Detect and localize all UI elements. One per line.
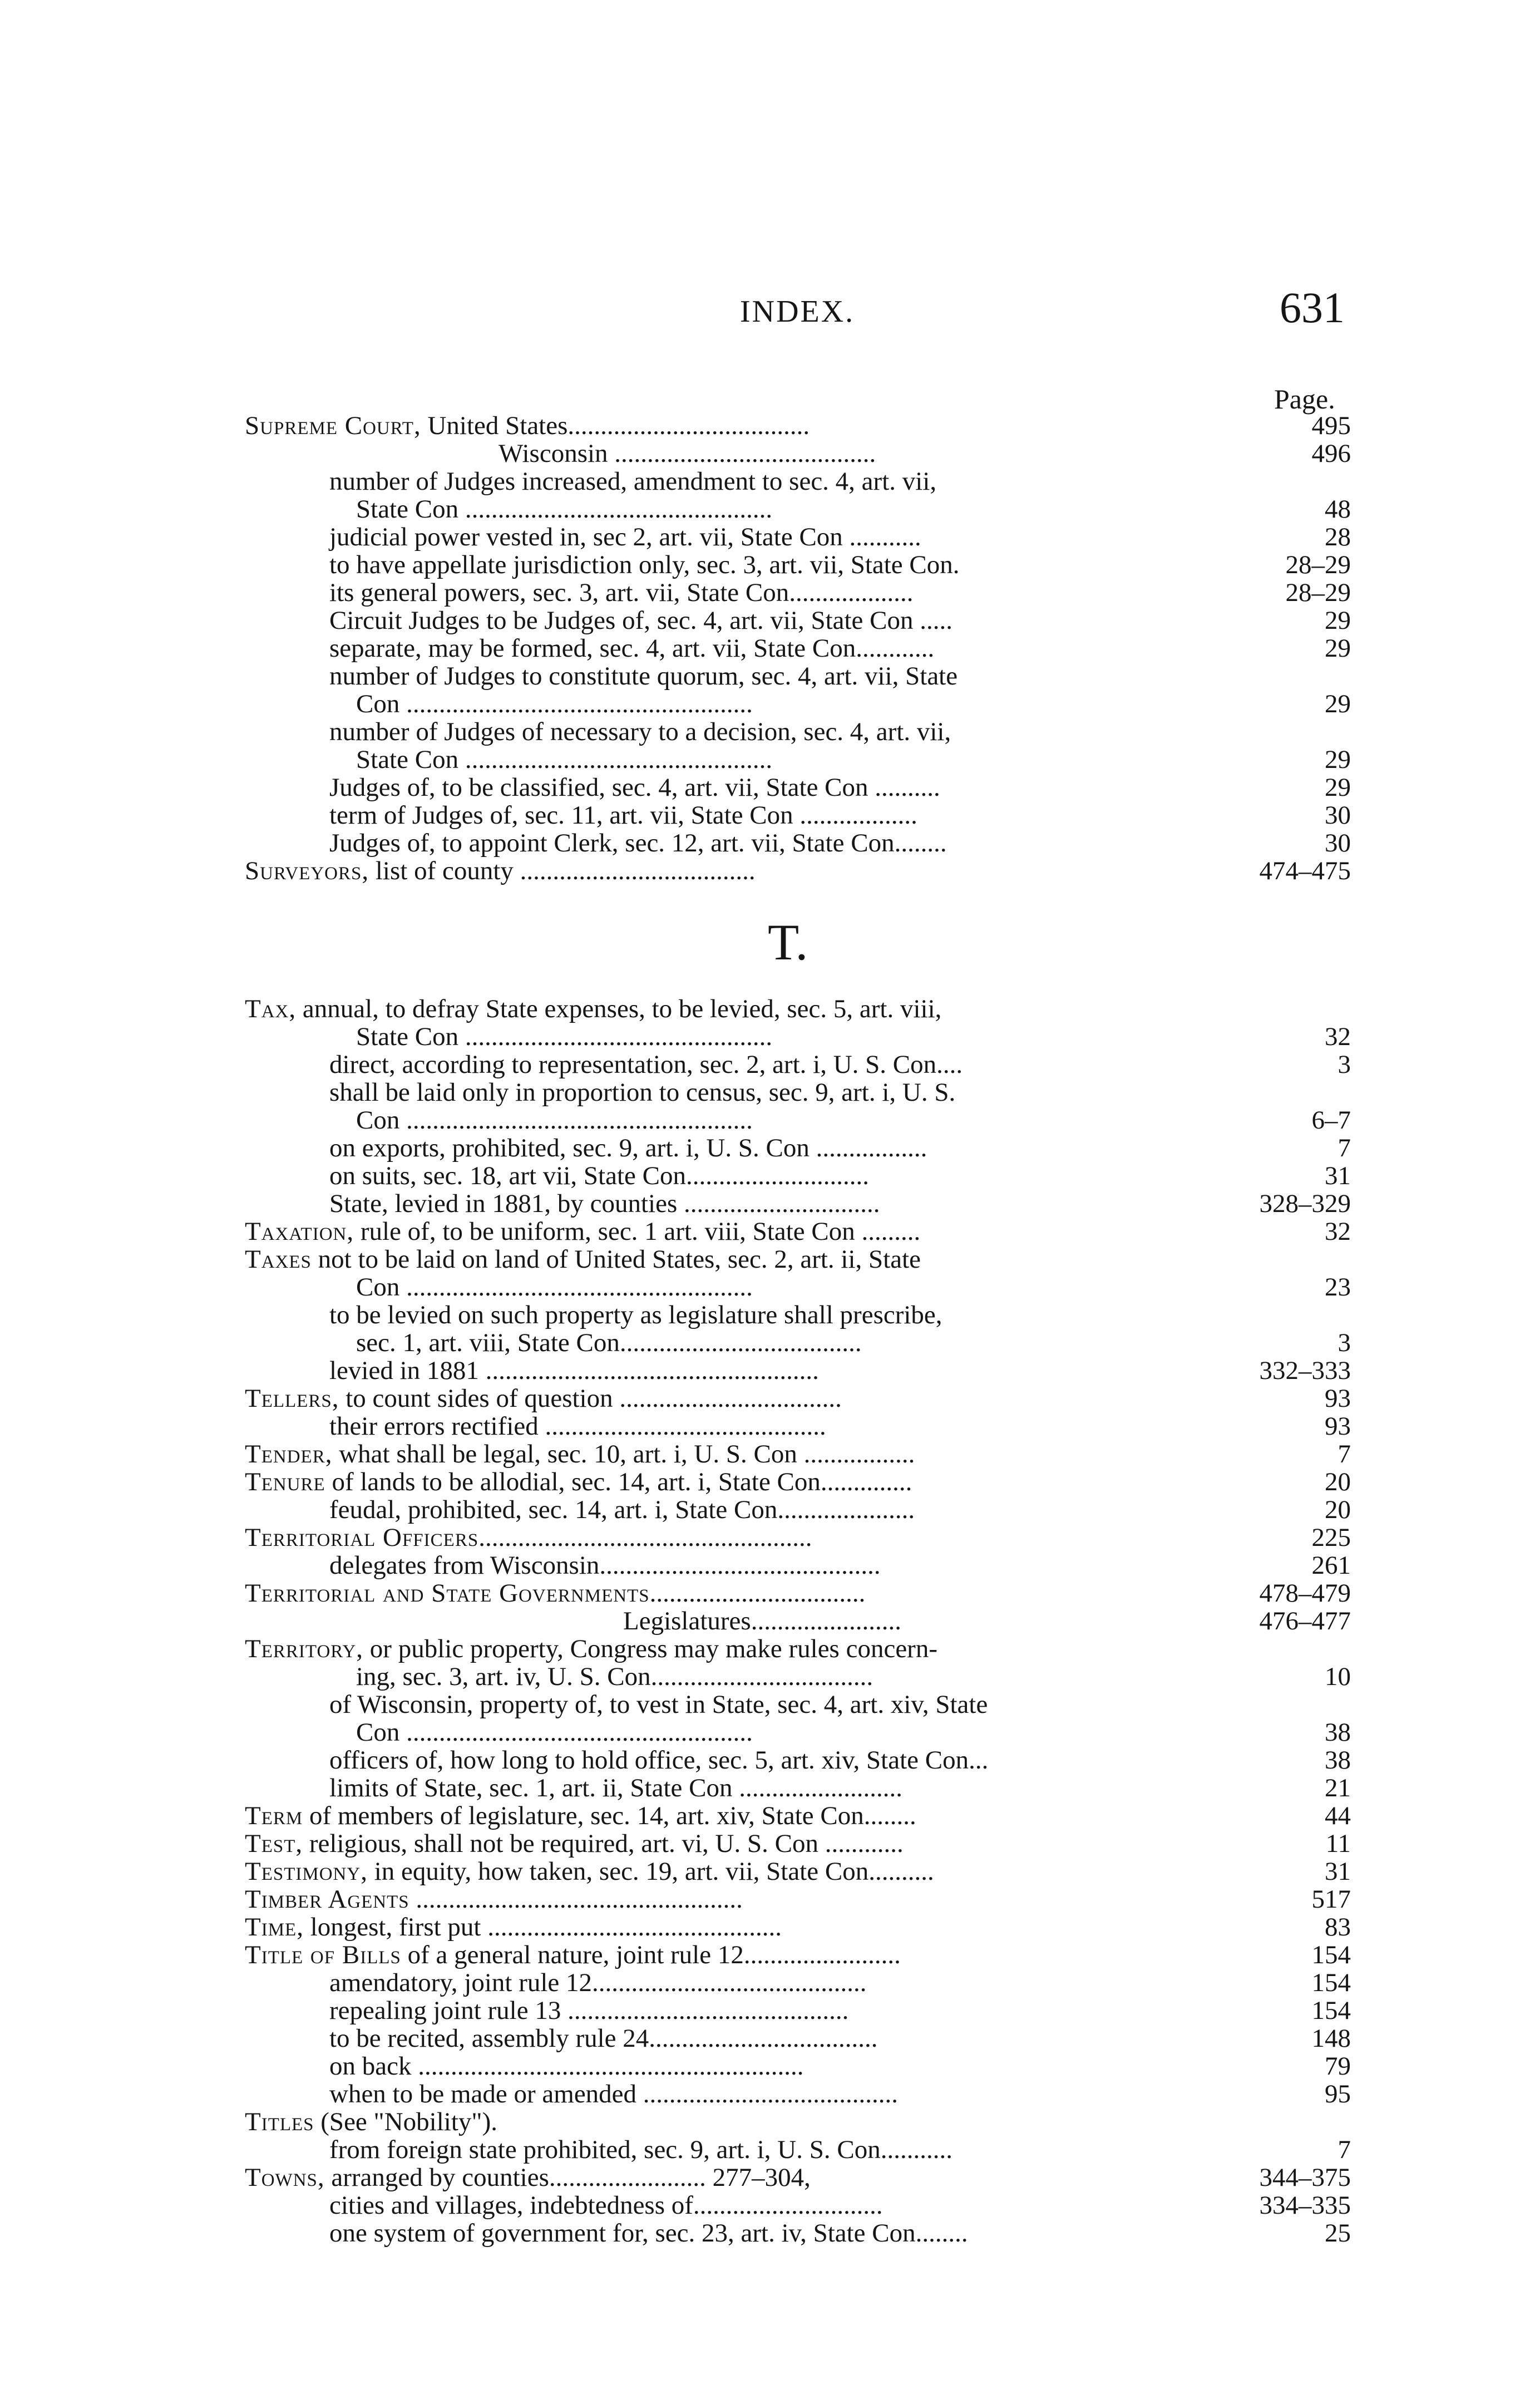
entry-text — [329, 2191, 883, 2219]
entry-text — [245, 857, 756, 885]
entry-page-ref: 3 — [1337, 1050, 1351, 1079]
entry-page-ref: 83 — [1325, 1913, 1351, 1942]
entry-page-ref: 10 — [1325, 1662, 1351, 1691]
entry-text — [245, 1913, 782, 1941]
entry-heading: Tax, — [245, 994, 297, 1023]
entry-text — [245, 1802, 916, 1830]
index-entry — [329, 607, 1351, 634]
entry-description: Wisconsin ........................................ — [498, 439, 876, 468]
entry-description: ................................................... — [478, 1523, 812, 1552]
entry-heading: Supreme Court, — [245, 411, 421, 440]
entry-description: their errors rectified ........................................... — [329, 1412, 826, 1441]
entry-heading: Term — [245, 1801, 303, 1830]
index-entry — [245, 2164, 1351, 2191]
entry-text — [356, 1023, 772, 1051]
index-entry — [245, 412, 1351, 440]
entry-heading: Taxation, — [245, 1217, 354, 1246]
entry-heading: Territory, — [245, 1634, 364, 1663]
entry-description: sec. 1, art. viii, State Con..................................... — [356, 1328, 862, 1357]
index-entry — [329, 1746, 1351, 1774]
page-column-label: Page. — [1274, 383, 1335, 415]
entry-text — [245, 2164, 811, 2191]
entry-description: rule of, to be uniform, sec. 1 art. viii, State Con ......... — [354, 1217, 921, 1246]
entry-text — [498, 440, 876, 467]
entry-page-ref: 29 — [1325, 606, 1351, 635]
index-entry — [329, 662, 1351, 690]
entry-text — [329, 551, 960, 579]
entry-page-ref: 20 — [1325, 1467, 1351, 1496]
entry-description: feudal, prohibited, sec. 14, art. i, State Con..................... — [329, 1495, 915, 1524]
entry-page-ref: 23 — [1325, 1273, 1351, 1302]
entry-description: Circuit Judges to be Judges of, sec. 4, art. vii, State Con ..... — [329, 606, 953, 635]
index-entry — [329, 467, 1351, 495]
entry-description: on exports, prohibited, sec. 9, art. i, U. S. Con ................. — [329, 1134, 927, 1162]
index-entry — [329, 2080, 1351, 2108]
entry-description: Judges of, to be classified, sec. 4, art. vii, State Con .......... — [329, 773, 940, 802]
entry-page-ref: 328–329 — [1259, 1189, 1351, 1218]
index-entry — [245, 1440, 1351, 1468]
entry-text — [245, 1941, 901, 1969]
entry-heading: Tenure — [245, 1467, 325, 1496]
entry-description: (See "Nobility"). — [314, 2107, 497, 2136]
entry-description: State Con ............................................... — [356, 495, 773, 524]
entry-page-ref: 495 — [1311, 411, 1351, 440]
entry-text — [329, 801, 917, 829]
entry-text — [356, 495, 772, 523]
entry-description: arranged by counties........................ 277–304, — [324, 2163, 811, 2192]
entry-text — [245, 1468, 912, 1496]
entry-description: when to be made or amended ....................................... — [329, 2080, 899, 2109]
entry-text — [329, 1134, 927, 1162]
entry-page-ref: 31 — [1325, 1161, 1351, 1190]
entry-description: delegates from Wisconsin........................................... — [329, 1551, 881, 1580]
entry-description: Con ..................................................... — [356, 1273, 753, 1302]
entry-description: State Con ............................................... — [356, 745, 773, 774]
entry-text — [329, 1496, 915, 1524]
index-entry — [329, 2219, 1351, 2247]
entry-description: direct, according to representation, sec. 2, art. i, U. S. Con.... — [329, 1050, 963, 1079]
entry-heading: Testimony, — [245, 1857, 368, 1886]
entry-description: on suits, sec. 18, art vii, State Con............................ — [329, 1161, 869, 1190]
entry-text — [245, 1524, 812, 1551]
entry-description: annual, to defray State expenses, to be levied, sec. 5, art. viii, — [296, 994, 942, 1023]
index-entry — [245, 2108, 1351, 2136]
entry-page-ref: 25 — [1325, 2219, 1351, 2248]
entry-heading: Timber Agents — [245, 1885, 409, 1914]
index-entry — [356, 1273, 1351, 1301]
entry-text — [356, 1273, 753, 1301]
entry-page-ref: 154 — [1311, 1940, 1351, 1969]
entry-text — [245, 1885, 743, 1913]
entry-text — [329, 1190, 880, 1218]
index-entry — [329, 1357, 1351, 1385]
entry-description: shall be laid only in proportion to census, sec. 9, art. i, U. S. — [329, 1078, 956, 1107]
page-header-title: INDEX. — [740, 294, 855, 329]
entry-text — [329, 1051, 962, 1078]
entry-text — [245, 412, 810, 440]
entry-heading: Time, — [245, 1913, 304, 1942]
entry-description: levied in 1881 ................................................... — [329, 1356, 819, 1385]
entry-text — [329, 2052, 803, 2080]
index-entry — [245, 1579, 1351, 1607]
index-entry — [329, 634, 1351, 662]
entry-page-ref: 7 — [1337, 1440, 1351, 1469]
index-entry — [245, 1913, 1351, 1941]
entry-description: of Wisconsin, property of, to vest in State, sec. 4, art. xiv, State — [329, 1690, 988, 1719]
entry-text — [329, 1551, 881, 1579]
index-entry — [329, 1551, 1351, 1579]
entry-text — [329, 829, 947, 857]
entry-text — [329, 718, 951, 746]
entry-text — [245, 995, 941, 1023]
entry-description: number of Judges to constitute quorum, sec. 4, art. vii, State — [329, 662, 958, 691]
entry-text — [329, 1997, 848, 2024]
entry-page-ref: 334–335 — [1259, 2191, 1351, 2220]
entry-text — [329, 2024, 878, 2052]
index-entry — [329, 1969, 1351, 1997]
entry-text — [356, 1106, 753, 1134]
entry-description: of a general nature, joint rule 12........................ — [401, 1940, 901, 1969]
entry-page-ref: 3 — [1337, 1328, 1351, 1357]
index-entry — [245, 857, 1351, 885]
index-entry — [356, 1023, 1351, 1051]
entry-description: term of Judges of, sec. 11, art. vii, State Con .................. — [329, 801, 917, 830]
entry-page-ref: 79 — [1325, 2052, 1351, 2081]
index-entry — [329, 1134, 1351, 1162]
entry-heading: Taxes — [245, 1245, 312, 1274]
entry-text — [329, 607, 952, 634]
entry-text — [356, 1718, 753, 1746]
entry-description: to be levied on such property as legislature shall prescribe, — [329, 1300, 942, 1329]
entry-description: religious, shall not be required, art. vi, U. S. Con ............ — [303, 1829, 904, 1858]
entry-text — [329, 1078, 955, 1106]
entry-heading: Territorial Officers — [245, 1523, 479, 1552]
index-entry — [245, 1245, 1351, 1273]
entry-description: number of Judges of necessary to a decision, sec. 4, art. vii, — [329, 717, 951, 746]
entry-text — [329, 2136, 952, 2164]
entry-page-ref: 154 — [1311, 1968, 1351, 1997]
entry-page-ref: 496 — [1311, 439, 1351, 468]
index-entry — [356, 1718, 1351, 1746]
entry-page-ref: 48 — [1325, 495, 1351, 524]
index-entry — [329, 1691, 1351, 1718]
entry-description: Legislatures....................... — [623, 1607, 901, 1635]
entry-description: to be recited, assembly rule 24................................... — [329, 2024, 878, 2053]
entry-heading: Towns, — [245, 2163, 325, 2192]
index-entry — [245, 1830, 1351, 1858]
entry-description: limits of State, sec. 1, art. ii, State Con ......................... — [329, 1774, 902, 1802]
entry-heading: Test, — [245, 1829, 303, 1858]
entry-text — [329, 2219, 968, 2247]
index-entry — [356, 1663, 1351, 1691]
index-entry — [498, 440, 1351, 467]
entry-page-ref: 32 — [1325, 1217, 1351, 1246]
entry-description: in equity, how taken, sec. 19, art. vii, State Con.......... — [367, 1857, 934, 1886]
entry-description: of lands to be allodial, sec. 14, art. i, State Con.............. — [325, 1467, 912, 1496]
index-entry — [329, 1190, 1351, 1218]
entry-heading: Territorial and State Governments — [245, 1579, 650, 1608]
entry-text — [245, 1579, 865, 1607]
index-entry — [329, 829, 1351, 857]
index-entry — [329, 523, 1351, 551]
index-entry — [329, 1997, 1351, 2024]
entry-description: State, levied in 1881, by counties .............................. — [329, 1189, 880, 1218]
index-entry — [245, 1802, 1351, 1830]
entry-page-ref: 30 — [1325, 829, 1351, 858]
entry-description: number of Judges increased, amendment to sec. 4, art. vii, — [329, 467, 937, 496]
entry-page-ref: 29 — [1325, 689, 1351, 718]
entry-text — [329, 774, 940, 801]
entry-page-ref: 478–479 — [1259, 1579, 1351, 1608]
entry-page-ref: 44 — [1325, 1801, 1351, 1830]
index-entry — [329, 774, 1351, 801]
entry-page-ref: 20 — [1325, 1495, 1351, 1524]
entry-description: .................................................. — [409, 1885, 743, 1914]
entry-description: to have appellate jurisdiction only, sec. 3, art. vii, State Con. — [329, 550, 960, 579]
entry-text — [356, 1329, 862, 1357]
entry-description: ing, sec. 3, art. iv, U. S. Con.................................. — [356, 1662, 873, 1691]
entry-page-ref: 7 — [1337, 2135, 1351, 2164]
index-entry — [329, 1774, 1351, 1802]
entry-text — [329, 2080, 898, 2108]
entry-text — [329, 579, 913, 607]
entry-description: repealing joint rule 13 ........................................... — [329, 1996, 849, 2025]
entry-description: what shall be legal, sec. 10, art. i, U. S. Con ................. — [332, 1440, 915, 1469]
index-entry — [329, 2024, 1351, 2052]
index-entry — [356, 1106, 1351, 1134]
index-entry — [356, 690, 1351, 718]
entry-page-ref: 31 — [1325, 1857, 1351, 1886]
index-entry — [245, 1941, 1351, 1969]
entry-text — [329, 467, 936, 495]
entry-description: officers of, how long to hold office, sec. 5, art. xiv, State Con... — [329, 1746, 989, 1775]
entry-heading: Title of Bills — [245, 1940, 401, 1969]
index-entry — [329, 1412, 1351, 1440]
entry-description: longest, first put ............................................. — [303, 1913, 782, 1942]
entry-description: of members of legislature, sec. 14, art. xiv, State Con........ — [303, 1801, 916, 1830]
entry-heading: Tellers, — [245, 1384, 339, 1413]
entry-page-ref: 93 — [1325, 1384, 1351, 1413]
index-entry — [245, 1635, 1351, 1663]
entry-text — [329, 1301, 942, 1329]
entry-page-ref: 95 — [1325, 2080, 1351, 2109]
index-entry — [329, 2191, 1351, 2219]
index-entry — [245, 1885, 1351, 1913]
entry-heading: Tender, — [245, 1440, 333, 1469]
entry-page-ref: 29 — [1325, 634, 1351, 663]
entry-description: list of county .................................... — [369, 856, 756, 885]
entry-text — [623, 1607, 901, 1635]
entry-page-ref: 6–7 — [1311, 1106, 1351, 1135]
entry-description: on back ........................................................... — [329, 2052, 804, 2081]
entry-text — [356, 690, 753, 718]
entry-text — [329, 1412, 826, 1440]
entry-heading: Surveyors, — [245, 856, 369, 885]
entry-page-ref: 29 — [1325, 773, 1351, 802]
entry-text — [245, 1440, 915, 1468]
entry-text — [329, 1969, 867, 1997]
entry-description: Con ..................................................... — [356, 1106, 753, 1135]
entry-page-ref: 332–333 — [1259, 1356, 1351, 1385]
entry-page-ref: 154 — [1311, 1996, 1351, 2025]
entry-text — [329, 1691, 988, 1718]
entry-description: United States..................................... — [421, 411, 810, 440]
index-entry — [356, 1329, 1351, 1357]
entry-text — [329, 662, 957, 690]
entry-page-ref: 29 — [1325, 745, 1351, 774]
entry-text — [356, 1663, 873, 1691]
index-entry — [356, 746, 1351, 774]
entry-description: or public property, Congress may make rules concern- — [363, 1634, 937, 1663]
entry-description: ................................. — [649, 1579, 866, 1608]
index-entry — [245, 1524, 1351, 1551]
entry-text — [329, 1357, 819, 1385]
entry-page-ref: 38 — [1325, 1746, 1351, 1775]
entry-description: from foreign state prohibited, sec. 9, art. i, U. S. Con........... — [329, 2135, 952, 2164]
entry-page-ref: 225 — [1311, 1523, 1351, 1552]
entry-description: its general powers, sec. 3, art. vii, State Con................... — [329, 578, 914, 607]
index-entry — [623, 1607, 1351, 1635]
index-entry — [245, 1468, 1351, 1496]
entry-description: not to be laid on land of United States, sec. 2, art. ii, State — [311, 1245, 921, 1274]
entry-text — [329, 634, 934, 662]
entry-text — [245, 1830, 904, 1858]
index-entry — [245, 1385, 1351, 1412]
entry-page-ref: 7 — [1337, 1134, 1351, 1162]
entry-description: to count sides of question .................................. — [339, 1384, 842, 1413]
entry-text — [245, 1385, 842, 1412]
entry-text — [329, 1774, 902, 1802]
index-entry — [245, 995, 1351, 1023]
entry-page-ref: 28–29 — [1285, 550, 1351, 579]
index-entry — [245, 1218, 1351, 1245]
entry-page-ref: 11 — [1325, 1829, 1351, 1858]
entry-page-ref: 93 — [1325, 1412, 1351, 1441]
entry-text — [245, 2108, 497, 2136]
entry-page-ref: 474–475 — [1259, 856, 1351, 885]
page-number: 631 — [1280, 283, 1345, 332]
index-entry — [329, 1496, 1351, 1524]
entry-description: Con ..................................................... — [356, 689, 753, 718]
entry-description: judicial power vested in, sec 2, art. vii, State Con ........... — [329, 523, 921, 551]
entry-description: amendatory, joint rule 12.......................................... — [329, 1968, 867, 1997]
index-entry — [329, 2052, 1351, 2080]
index-entry — [245, 1858, 1351, 1885]
entry-page-ref: 32 — [1325, 1022, 1351, 1051]
index-entry — [329, 1162, 1351, 1190]
entry-text — [356, 746, 772, 774]
entry-text — [329, 1162, 869, 1190]
entry-description: separate, may be formed, sec. 4, art. vii, State Con............ — [329, 634, 935, 663]
entry-description: State Con ............................................... — [356, 1022, 773, 1051]
entry-description: cities and villages, indebtedness of............................. — [329, 2191, 883, 2220]
entry-page-ref: 30 — [1325, 801, 1351, 830]
index-entry — [329, 718, 1351, 746]
section-letter: T. — [768, 914, 808, 971]
index-entry — [329, 2136, 1351, 2164]
entry-page-ref: 28 — [1325, 523, 1351, 551]
index-entry — [329, 1301, 1351, 1329]
entry-text — [245, 1218, 920, 1245]
entry-page-ref: 148 — [1311, 2024, 1351, 2053]
index-entry — [356, 495, 1351, 523]
index-entry — [329, 579, 1351, 607]
index-entry — [329, 801, 1351, 829]
index-entry — [329, 1051, 1351, 1078]
entry-text — [245, 1858, 934, 1885]
entry-description: one system of government for, sec. 23, art. iv, State Con........ — [329, 2219, 968, 2248]
entry-heading: Titles — [245, 2107, 314, 2136]
entry-text — [329, 1746, 988, 1774]
entry-text — [245, 1245, 921, 1273]
entry-text — [245, 1635, 937, 1663]
index-entry — [329, 1078, 1351, 1106]
entry-description: Con ..................................................... — [356, 1718, 753, 1747]
index-entry — [329, 551, 1351, 579]
entry-page-ref: 38 — [1325, 1718, 1351, 1747]
entry-page-ref: 344–375 — [1259, 2163, 1351, 2192]
entry-text — [329, 523, 921, 551]
entry-page-ref: 476–477 — [1259, 1607, 1351, 1635]
entry-page-ref: 21 — [1325, 1774, 1351, 1802]
entry-page-ref: 28–29 — [1285, 578, 1351, 607]
entry-description: Judges of, to appoint Clerk, sec. 12, art. vii, State Con........ — [329, 829, 947, 858]
entry-page-ref: 517 — [1311, 1885, 1351, 1914]
entry-page-ref: 261 — [1311, 1551, 1351, 1580]
